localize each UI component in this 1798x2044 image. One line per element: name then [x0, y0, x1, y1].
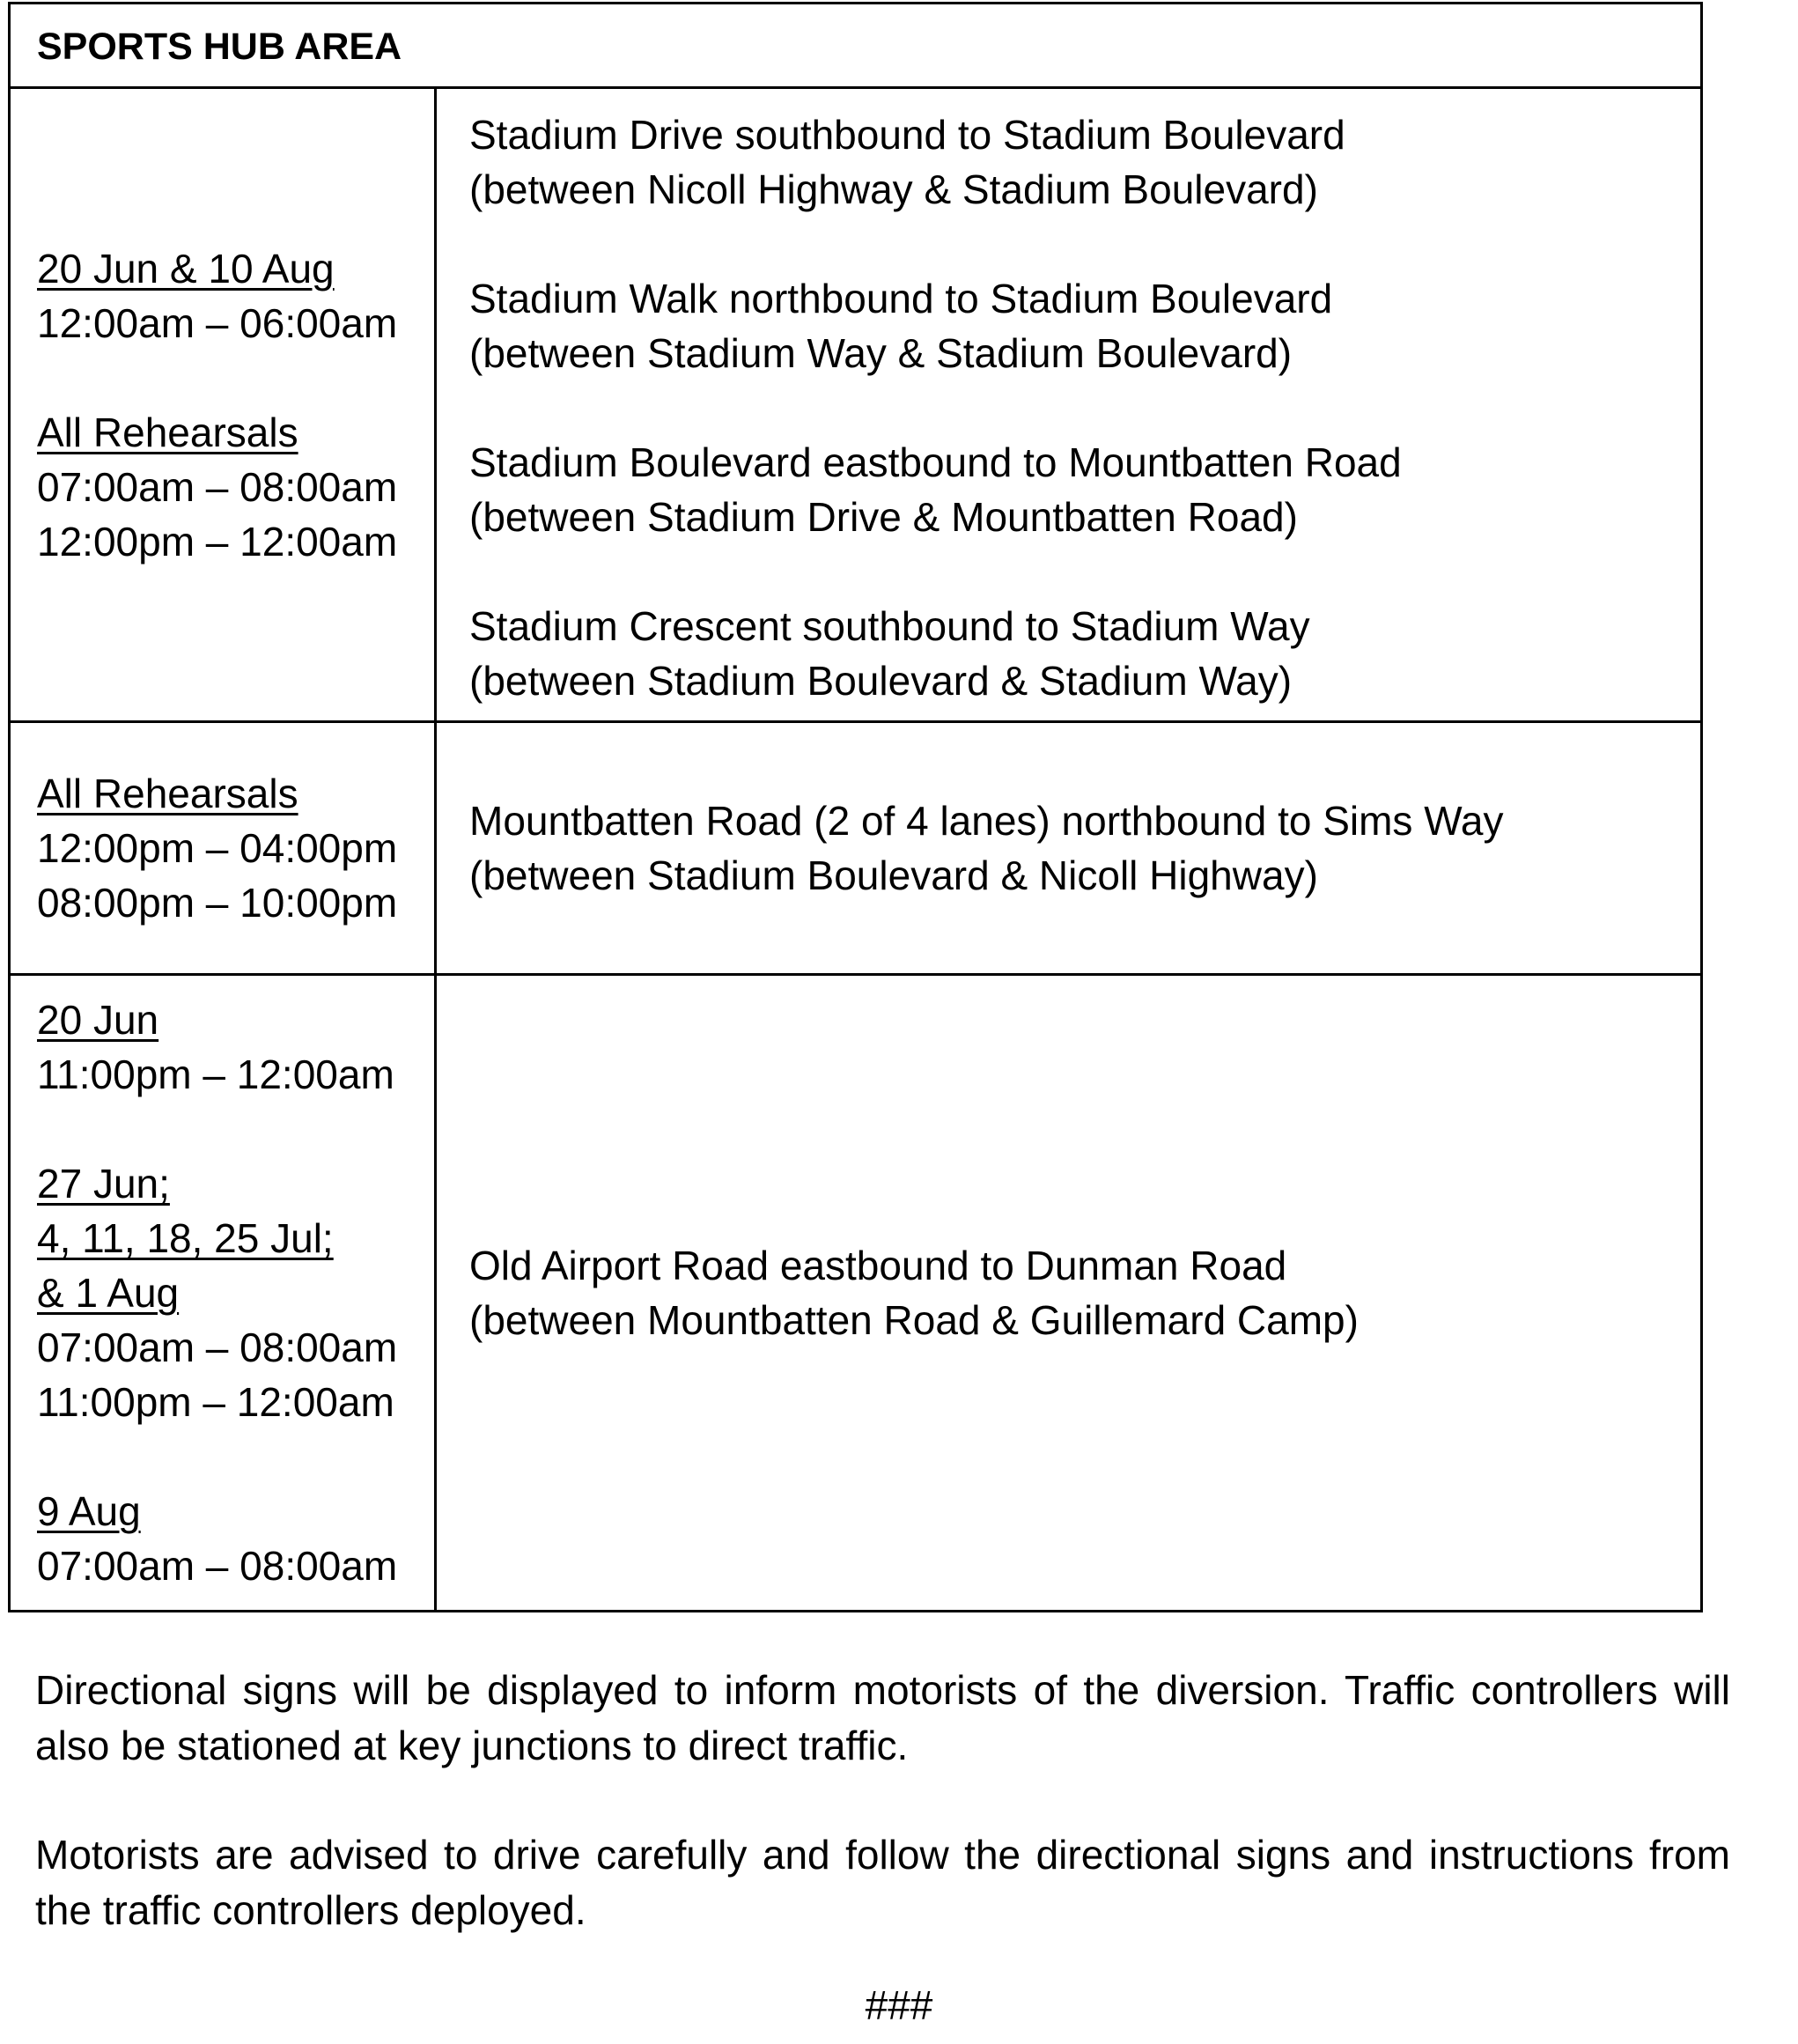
schedule-time: 12:00pm – 04:00pm	[37, 825, 398, 871]
road-between: (between Stadium Way & Stadium Boulevard)	[469, 330, 1293, 376]
body-paragraph: Directional signs will be displayed to inform motorists of the diversion. Traffic controllers will also be stationed at key junctions to direct traffic.	[35, 1667, 1730, 1768]
road-name: Stadium Walk northbound to Stadium Boulevard	[469, 276, 1333, 321]
table-row	[11, 723, 1700, 976]
body-paragraph: Motorists are advised to drive carefully and follow the directional signs and instructions from the traffic controllers deployed.	[35, 1832, 1730, 1933]
road-between: (between Stadium Boulevard & Stadium Way)	[469, 658, 1293, 704]
schedule-group	[37, 1156, 434, 1429]
schedule-group	[37, 992, 434, 1102]
road-name: Stadium Crescent southbound to Stadium Way	[469, 603, 1310, 649]
roads-cell	[437, 89, 1700, 720]
table-row	[11, 89, 1700, 723]
road-name: Stadium Boulevard eastbound to Mountbatten Road	[469, 439, 1402, 485]
schedule-label: 20 Jun & 10 Aug	[37, 245, 335, 291]
road-entry	[469, 793, 1700, 903]
road-name: Old Airport Road eastbound to Dunman Road	[469, 1243, 1287, 1288]
road-closure-table	[8, 2, 1703, 1612]
schedule-cell	[11, 976, 437, 1610]
schedule-time: 07:00am – 08:00am	[37, 463, 398, 510]
roads-cell	[437, 976, 1700, 1610]
schedule-time: 12:00pm – 12:00am	[37, 518, 398, 564]
schedule-time: 11:00pm – 12:00am	[37, 1052, 394, 1097]
road-entry	[469, 435, 1700, 544]
road-between: (between Mountbatten Road & Guillemard Camp)	[469, 1297, 1359, 1343]
road-between: (between Stadium Drive & Mountbatten Road)	[469, 494, 1298, 540]
schedule-group	[37, 241, 434, 351]
table-row	[11, 976, 1700, 1610]
schedule-group	[37, 766, 434, 930]
schedule-group	[37, 405, 434, 569]
schedule-label: All Rehearsals	[37, 771, 298, 816]
schedule-cell	[11, 89, 437, 720]
schedule-label: & 1 Aug	[37, 1270, 180, 1316]
schedule-time: 07:00am – 08:00am	[37, 1325, 398, 1370]
schedule-cell	[11, 723, 437, 973]
road-between: (between Nicoll Highway & Stadium Boulevard)	[469, 166, 1318, 212]
schedule-label: 4, 11, 18, 25 Jul;	[37, 1215, 334, 1261]
end-mark: ###	[865, 1982, 933, 2028]
schedule-time: 07:00am – 08:00am	[37, 1543, 398, 1589]
schedule-label: 9 Aug	[37, 1488, 141, 1534]
schedule-label: All Rehearsals	[37, 409, 298, 455]
road-entry	[469, 107, 1700, 217]
road-entry	[469, 1238, 1700, 1347]
schedule-group	[37, 1484, 434, 1593]
schedule-label: 27 Jun;	[37, 1161, 170, 1206]
schedule-time: 12:00am – 06:00am	[37, 299, 398, 346]
table-heading: SPORTS HUB AREA	[11, 4, 1700, 89]
schedule-time: 08:00pm – 10:00pm	[37, 880, 398, 926]
road-between: (between Stadium Boulevard & Nicoll Highway)	[469, 852, 1318, 898]
road-name: Stadium Drive southbound to Stadium Boulevard	[469, 112, 1345, 158]
schedule-time: 11:00pm – 12:00am	[37, 1379, 394, 1425]
roads-cell	[437, 723, 1700, 973]
schedule-label: 20 Jun	[37, 997, 159, 1043]
road-name: Mountbatten Road (2 of 4 lanes) northbound to Sims Way	[469, 798, 1504, 844]
road-entry	[469, 271, 1700, 380]
road-entry	[469, 599, 1700, 708]
